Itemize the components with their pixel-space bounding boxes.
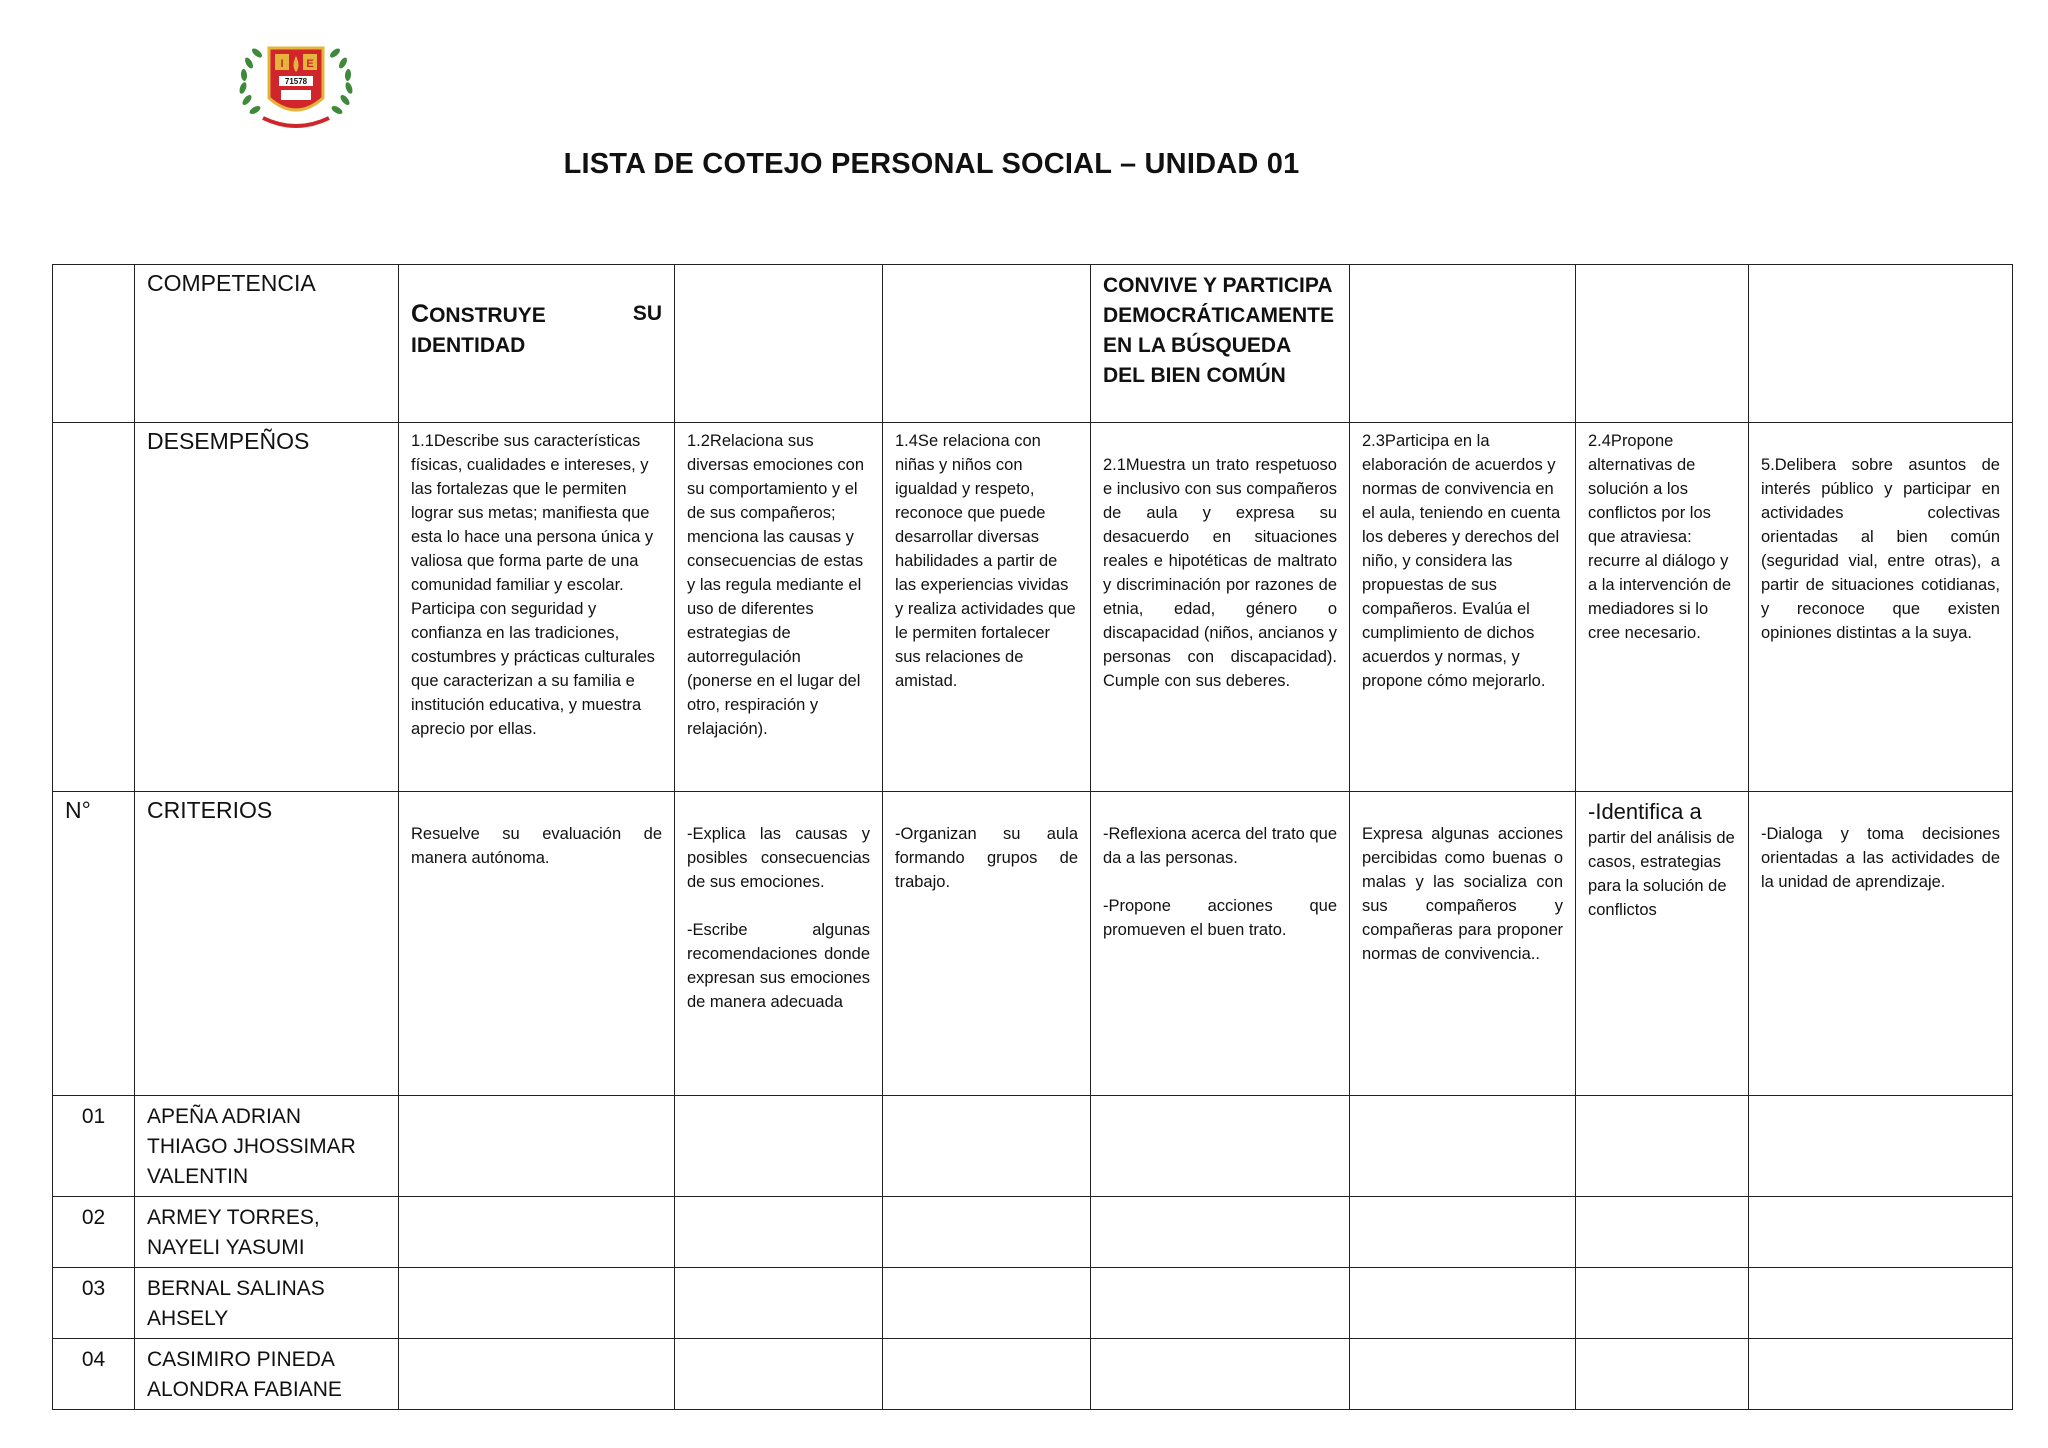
check-cell[interactable] <box>1576 1268 1749 1339</box>
empty-cell <box>675 265 883 423</box>
student-row <box>53 1268 2013 1339</box>
check-cell[interactable] <box>1350 1197 1576 1268</box>
check-cell[interactable] <box>399 1339 675 1410</box>
check-cell[interactable] <box>1350 1339 1576 1410</box>
competencia-2: CONVIVE Y PARTICIPA DEMOCRÁTICAMENTE EN LA BÚSQUEDA DEL BIEN COMÚN <box>1091 265 1350 423</box>
student-row <box>53 1096 2013 1197</box>
student-name: APEÑA ADRIAN THIAGO JHOSSIMAR VALENTIN <box>135 1096 399 1197</box>
competencia-1-su: SU <box>632 302 662 325</box>
desempenos-label: DESEMPEÑOS <box>135 423 399 792</box>
student-number: 01 <box>53 1096 135 1197</box>
logo-letter-e: E <box>306 58 314 70</box>
student-name: ARMEY TORRES, NAYELI YASUMI <box>135 1197 399 1268</box>
check-cell[interactable] <box>1749 1339 2013 1410</box>
check-cell[interactable] <box>1091 1197 1350 1268</box>
check-cell[interactable] <box>1576 1197 1749 1268</box>
check-cell[interactable] <box>1350 1096 1576 1197</box>
numero-label: N° <box>53 792 135 1096</box>
empty-cell <box>53 423 135 792</box>
criterio-cell: -Dialoga y toma decisiones orientadas a las actividades de la unidad de aprendizaje. <box>1749 792 2013 1096</box>
empty-cell <box>53 265 135 423</box>
criterio-6-head: -Identifica a <box>1588 799 1702 824</box>
competencia-1-word: ONSTRUYE <box>429 304 546 327</box>
criterio-cell: -Explica las causas y posibles consecuencias de sus emociones. -Escribe algunas recomendaciones donde expresan sus emociones de manera adecuada <box>675 792 883 1096</box>
criterio-6-body: partir del análisis de casos, estrategias para la solución de conflictos <box>1588 829 1735 919</box>
check-cell[interactable] <box>1091 1339 1350 1410</box>
competencia-1-line2: IDENTIDAD <box>411 334 526 357</box>
checklist-table <box>52 264 2013 1410</box>
check-cell[interactable] <box>883 1339 1091 1410</box>
student-name: CASIMIRO PINEDA ALONDRA FABIANE <box>135 1339 399 1410</box>
competencia-label: COMPETENCIA <box>135 265 399 423</box>
check-cell[interactable] <box>883 1268 1091 1339</box>
empty-cell <box>1350 265 1576 423</box>
desempeno-cell: 2.3Participa en la elaboración de acuerdos y normas de convivencia en el aula, teniendo en cuenta los deberes y derechos del niño, y considera las propuestas de sus compañeros. Evalúa el cumplimiento de dichos acuerdos y normas, y propone cómo mejorarlo. <box>1350 423 1576 792</box>
student-name: BERNAL SALINAS AHSELY <box>135 1268 399 1339</box>
student-number: 02 <box>53 1197 135 1268</box>
check-cell[interactable] <box>1749 1096 2013 1197</box>
desempeno-cell: 1.2Relaciona sus diversas emociones con su comportamiento y el de sus compañeros; menciona las causas y consecuencias de estas y las regula mediante el uso de diferentes estrategias de autorregulación (ponerse en el lugar del otro, respiración y relajación). <box>675 423 883 792</box>
empty-cell <box>1576 265 1749 423</box>
check-cell[interactable] <box>1749 1197 2013 1268</box>
criterio-cell: Resuelve su evaluación de manera autónoma. <box>399 792 675 1096</box>
criterios-row <box>53 792 2013 1096</box>
empty-cell <box>883 265 1091 423</box>
school-logo <box>233 38 359 132</box>
competencia-1-initial: C <box>411 300 430 328</box>
criterios-label: CRITERIOS <box>135 792 399 1096</box>
logo-number: 71578 <box>284 77 308 86</box>
check-cell[interactable] <box>1091 1268 1350 1339</box>
check-cell[interactable] <box>399 1096 675 1197</box>
check-cell[interactable] <box>1091 1096 1350 1197</box>
check-cell[interactable] <box>399 1268 675 1339</box>
desempeno-cell: 5.Delibera sobre asuntos de interés público y participar en actividades colectivas orientadas al bien común (seguridad vial, entre otras), a partir de situaciones cotidianas, y reconoce que existen opiniones distintas a la suya. <box>1749 423 2013 792</box>
criterio-cell: -Reflexiona acerca del trato que da a las personas. -Propone acciones que promueven el buen trato. <box>1091 792 1350 1096</box>
check-cell[interactable] <box>399 1197 675 1268</box>
desempeno-cell: 1.4Se relaciona con niñas y niños con igualdad y respeto, reconoce que puede desarrollar diversas habilidades a partir de las experiencias vividas y realiza actividades que le permiten fortalecer sus relaciones de amistad. <box>883 423 1091 792</box>
check-cell[interactable] <box>675 1096 883 1197</box>
competencia-1 <box>399 265 675 423</box>
check-cell[interactable] <box>675 1339 883 1410</box>
empty-cell <box>1749 265 2013 423</box>
desempenos-row <box>53 423 2013 792</box>
desempeno-cell: 2.1Muestra un trato respetuoso e inclusivo con sus compañeros de aula y expresa su desacuerdo en situaciones reales e hipotéticas de maltrato y discriminación por razones de etnia, edad, género o discapacidad (niños, ancianos y personas con discapacidad). Cumple con sus deberes. <box>1091 423 1350 792</box>
logo-letter-i: I <box>280 58 284 70</box>
criterio-cell <box>1576 792 1749 1096</box>
check-cell[interactable] <box>675 1268 883 1339</box>
check-cell[interactable] <box>1576 1096 1749 1197</box>
check-cell[interactable] <box>883 1197 1091 1268</box>
check-cell[interactable] <box>1576 1339 1749 1410</box>
student-row <box>53 1339 2013 1410</box>
student-row <box>53 1197 2013 1268</box>
page-title: LISTA DE COTEJO PERSONAL SOCIAL – UNIDAD 01 <box>563 148 1300 180</box>
check-cell[interactable] <box>1749 1268 2013 1339</box>
criterio-cell: -Organizan su aula formando grupos de trabajo. <box>883 792 1091 1096</box>
student-number: 04 <box>53 1339 135 1410</box>
check-cell[interactable] <box>883 1096 1091 1197</box>
check-cell[interactable] <box>675 1197 883 1268</box>
student-number: 03 <box>53 1268 135 1339</box>
check-cell[interactable] <box>1350 1268 1576 1339</box>
desempeno-cell: 1.1Describe sus características físicas, cualidades e intereses, y las fortalezas que le permiten lograr sus metas; manifiesta que esta lo hace una persona única y valiosa que forma parte de una comunidad familiar y escolar. Participa con seguridad y confianza en las tradiciones, costumbres y prácticas culturales que caracterizan a su familia e institución educativa, y muestra aprecio por ellas. <box>399 423 675 792</box>
competencia-row <box>53 265 2013 423</box>
criterio-cell: Expresa algunas acciones percibidas como buenas o malas y las socializa con sus compañeros y compañeras para proponer normas de convivencia.. <box>1350 792 1576 1096</box>
desempeno-cell: 2.4Propone alternativas de solución a los conflictos por los que atraviesa: recurre al diálogo y a la intervención de mediadores si lo cree necesario. <box>1576 423 1749 792</box>
